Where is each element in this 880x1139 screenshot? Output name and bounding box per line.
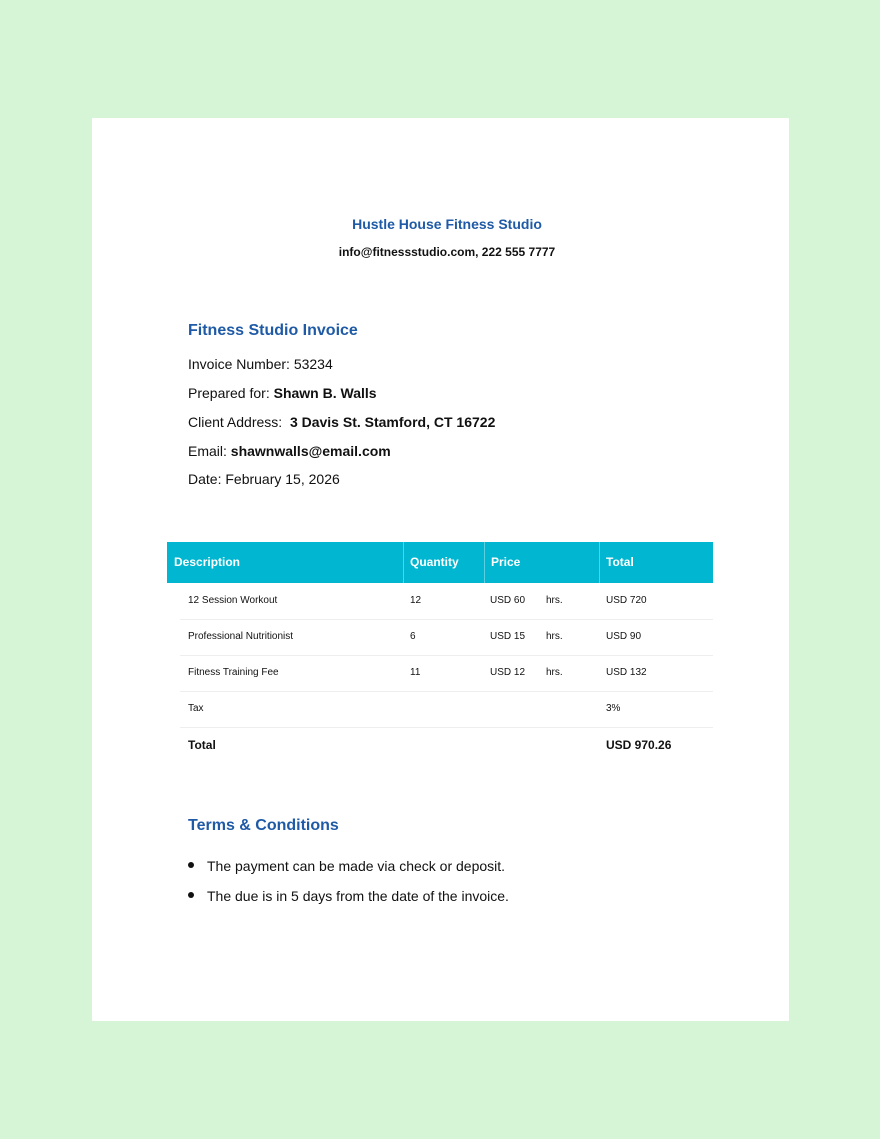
bullet-icon <box>188 892 194 898</box>
table-header <box>167 542 713 583</box>
studio-contact: info@fitnessstudio.com, 222 555 7777 <box>338 245 556 259</box>
invoice-date: Date: February 15, 2026 <box>188 471 340 487</box>
client-email: Email: shawnwalls@email.com <box>188 443 391 459</box>
divider <box>599 542 600 583</box>
header-description: Description <box>174 555 241 569</box>
invoice-page <box>92 118 789 1021</box>
invoice-title: Fitness Studio Invoice <box>188 322 358 339</box>
tax-row: Tax 3% <box>180 691 713 728</box>
bullet-icon <box>188 862 194 868</box>
invoice-number: Invoice Number: 53234 <box>188 356 333 372</box>
total-row: Total USD 970.26 <box>188 738 672 752</box>
client-address: Client Address: 3 Davis St. Stamford, CT 16722 <box>188 414 496 430</box>
divider <box>484 542 485 583</box>
studio-name: Hustle House Fitness Studio <box>352 216 542 232</box>
header-total: Total <box>606 555 634 569</box>
terms-item: The payment can be made via check or deposit. <box>188 858 505 874</box>
table-row: Fitness Training Fee 11 USD 12 hrs. USD 132 <box>180 655 713 692</box>
header-price: Price <box>491 555 521 569</box>
prepared-for: Prepared for: Shawn B. Walls <box>188 385 377 401</box>
header-quantity: Quantity <box>410 555 459 569</box>
table-row: Professional Nutritionist 6 USD 15 hrs. USD 90 <box>180 619 713 656</box>
terms-item: The due is in 5 days from the date of the invoice. <box>188 888 509 904</box>
divider <box>403 542 404 583</box>
terms-title: Terms & Conditions <box>188 817 339 834</box>
table-row: 12 Session Workout 12 USD 60 hrs. USD 720 <box>180 583 713 620</box>
